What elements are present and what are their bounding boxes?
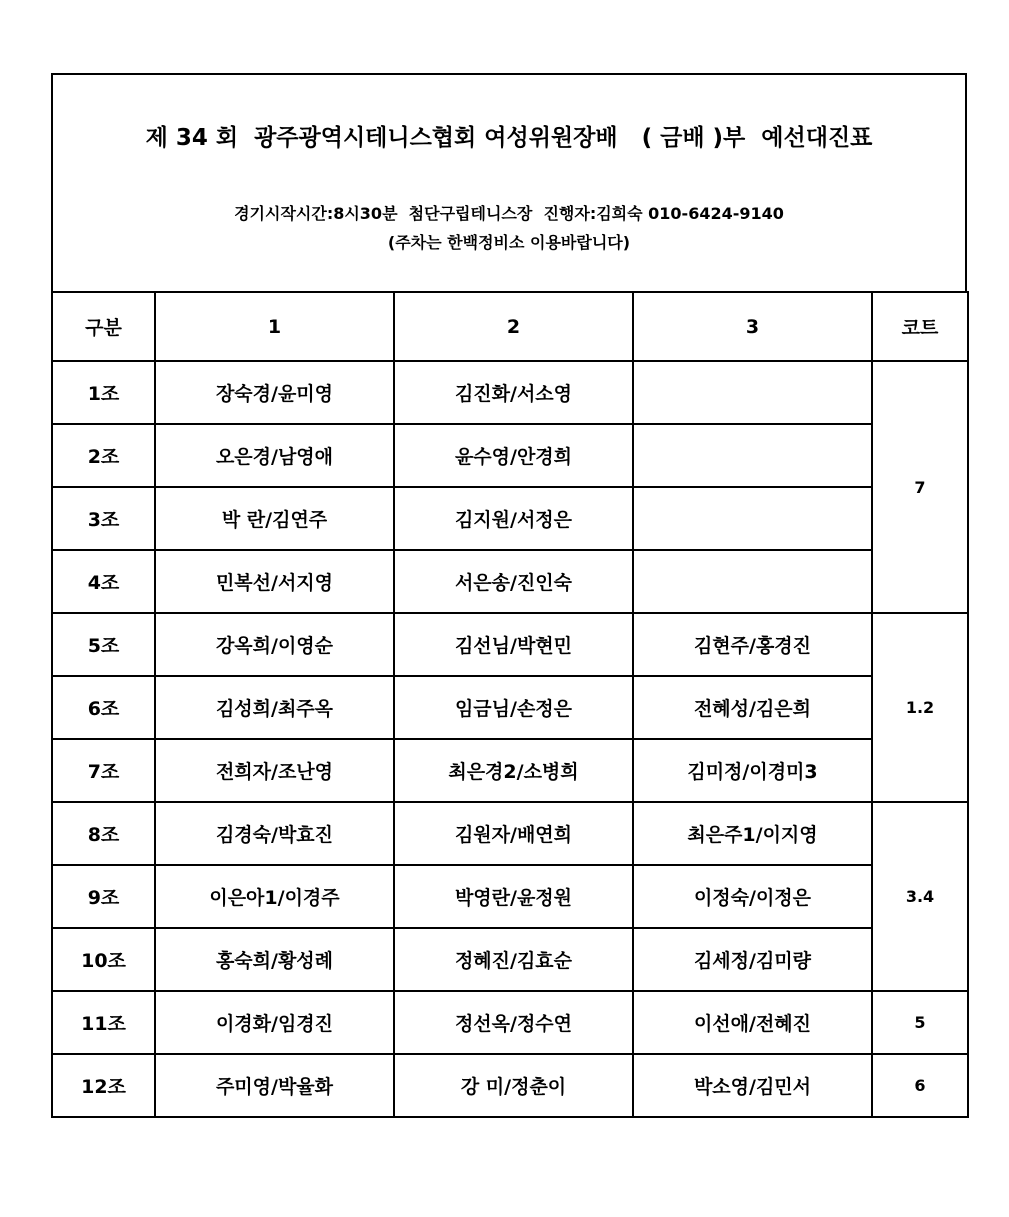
team-cell: 김선님/박현민 xyxy=(394,613,633,676)
team-cell: 홍숙희/황성례 xyxy=(155,928,394,991)
table-row xyxy=(52,613,968,676)
group-cell: 9조 xyxy=(52,865,155,928)
team-cell: 박소영/김민서 xyxy=(633,1054,872,1117)
team-cell: 이경화/임경진 xyxy=(155,991,394,1054)
group-cell: 7조 xyxy=(52,739,155,802)
team-cell: 정혜진/김효순 xyxy=(394,928,633,991)
team-cell xyxy=(633,550,872,613)
team-cell xyxy=(633,424,872,487)
team-cell: 박 란/김연주 xyxy=(155,487,394,550)
team-cell: 임금님/손정은 xyxy=(394,676,633,739)
header-team-3: 3 xyxy=(633,292,872,361)
team-cell: 최은경2/소병희 xyxy=(394,739,633,802)
table-header-row xyxy=(52,292,968,361)
group-cell: 6조 xyxy=(52,676,155,739)
table-row xyxy=(52,928,968,991)
table-row xyxy=(52,676,968,739)
court-cell: 7 xyxy=(872,361,968,613)
team-cell: 김현주/홍경진 xyxy=(633,613,872,676)
group-cell: 5조 xyxy=(52,613,155,676)
team-cell: 김원자/배연희 xyxy=(394,802,633,865)
court-cell: 1.2 xyxy=(872,613,968,802)
table-row xyxy=(52,865,968,928)
team-cell: 강옥희/이영순 xyxy=(155,613,394,676)
team-cell: 주미영/박율화 xyxy=(155,1054,394,1117)
parking-note: (주차는 한백정비소 이용바랍니다) xyxy=(387,233,631,252)
group-cell: 4조 xyxy=(52,550,155,613)
group-cell: 10조 xyxy=(52,928,155,991)
table-row xyxy=(52,361,968,424)
team-cell xyxy=(633,361,872,424)
team-cell: 오은경/남영애 xyxy=(155,424,394,487)
group-cell: 3조 xyxy=(52,487,155,550)
group-cell: 8조 xyxy=(52,802,155,865)
draw-sheet xyxy=(51,73,967,1118)
sheet-header xyxy=(51,73,967,291)
court-cell: 5 xyxy=(872,991,968,1054)
team-cell: 이은아1/이경주 xyxy=(155,865,394,928)
team-cell: 서은송/진인숙 xyxy=(394,550,633,613)
page-title: 제 34 회 광주광역시테니스협회 여성위원장배 ( 금배 )부 예선대진표 xyxy=(145,125,873,151)
team-cell: 김미정/이경미3 xyxy=(633,739,872,802)
table-row xyxy=(52,424,968,487)
team-cell: 전혜성/김은희 xyxy=(633,676,872,739)
group-cell: 12조 xyxy=(52,1054,155,1117)
table-row xyxy=(52,1054,968,1117)
team-cell: 김지원/서정은 xyxy=(394,487,633,550)
team-cell: 김경숙/박효진 xyxy=(155,802,394,865)
header-team-1: 1 xyxy=(155,292,394,361)
team-cell: 김세정/김미량 xyxy=(633,928,872,991)
match-info: 경기시작시간:8시30분 첨단구립테니스장 진행자:김희숙 010-6424-9140 xyxy=(234,204,784,223)
team-cell: 최은주1/이지영 xyxy=(633,802,872,865)
table-row xyxy=(52,550,968,613)
team-cell: 장숙경/윤미영 xyxy=(155,361,394,424)
group-cell: 11조 xyxy=(52,991,155,1054)
table-row xyxy=(52,487,968,550)
header-team-2: 2 xyxy=(394,292,633,361)
table-row xyxy=(52,802,968,865)
team-cell: 김성희/최주옥 xyxy=(155,676,394,739)
court-cell: 6 xyxy=(872,1054,968,1117)
header-court: 코트 xyxy=(872,292,968,361)
table-row xyxy=(52,991,968,1054)
team-cell xyxy=(633,487,872,550)
team-cell: 전희자/조난영 xyxy=(155,739,394,802)
header-group: 구분 xyxy=(52,292,155,361)
group-cell: 2조 xyxy=(52,424,155,487)
team-cell: 강 미/정춘이 xyxy=(394,1054,633,1117)
team-cell: 정선옥/정수연 xyxy=(394,991,633,1054)
team-cell: 윤수영/안경희 xyxy=(394,424,633,487)
team-cell: 민복선/서지영 xyxy=(155,550,394,613)
team-cell: 이정숙/이정은 xyxy=(633,865,872,928)
team-cell: 이선애/전혜진 xyxy=(633,991,872,1054)
table-row xyxy=(52,739,968,802)
court-cell: 3.4 xyxy=(872,802,968,991)
group-cell: 1조 xyxy=(52,361,155,424)
team-cell: 김진화/서소영 xyxy=(394,361,633,424)
team-cell: 박영란/윤정원 xyxy=(394,865,633,928)
draw-table xyxy=(51,291,969,1118)
